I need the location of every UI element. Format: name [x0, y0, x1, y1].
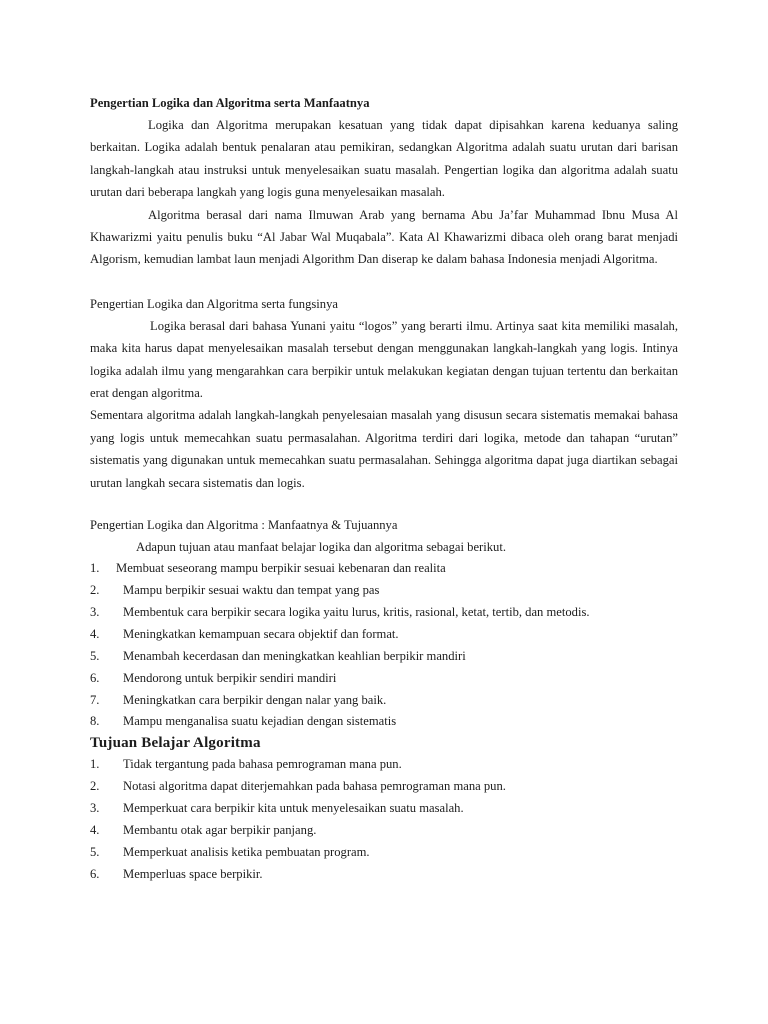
list-text: Notasi algoritma dapat diterjemahkan pada bahasa pemrograman mana pun. [123, 779, 506, 794]
list-number: 2. [90, 779, 100, 794]
list-number: 2. [90, 583, 100, 597]
list-item [90, 798, 678, 820]
manfaat-list [90, 558, 678, 733]
list-item [90, 646, 678, 668]
section-title-fungsi: Pengertian Logika dan Algoritma serta fungsinya [90, 296, 338, 311]
list-text: Meningkatkan cara berpikir dengan nalar yang baik. [123, 692, 387, 707]
section-title-manfaat: Pengertian Logika dan Algoritma serta Manfaatnya [90, 96, 370, 110]
list-text: Memperkuat analisis ketika pembuatan program. [123, 844, 370, 859]
tujuan-list [90, 754, 678, 885]
list-text: Memperluas space berpikir. [123, 866, 263, 881]
list-item [90, 602, 678, 624]
list-item [90, 690, 678, 712]
list-item [90, 754, 678, 776]
list-number: 5. [90, 844, 100, 859]
list-number: 3. [90, 801, 100, 816]
list-number: 1. [90, 757, 100, 772]
section-title-tujuan-algoritma: Tujuan Belajar Algoritma [90, 735, 261, 752]
list-text: Membantu otak agar berpikir panjang. [123, 823, 317, 838]
list-item [90, 842, 678, 864]
list-item [90, 776, 678, 798]
paragraph-algoritma-definisi: Sementara algoritma adalah langkah-langkah penyelesaian masalah yang disusun secara sistematis memakai bahasa yang logis untuk memecahkan suatu permasalahan. Algoritma terdiri dari logika, metode dan tahapan “urutan” sistematis yang digunakan untuk memecahkan suatu permasalahan. Sehingga algoritma dapat juga diartikan sebagai urutan langkah secara sistematis dan logis. [90, 408, 678, 490]
document-content [90, 92, 678, 886]
list-text: Memperkuat cara berpikir kita untuk menyelesaikan suatu masalah. [123, 801, 464, 816]
list-text: Mendorong untuk berpikir sendiri mandiri [123, 670, 337, 685]
list-text: Membentuk cara berpikir secara logika yaitu lurus, kritis, rasional, ketat, tertib, dan metodis. [123, 604, 590, 619]
list-number: 1. [90, 561, 100, 576]
list-text: Mampu menganalisa suatu kejadian dengan sistematis [123, 714, 397, 729]
list-text: Mampu berpikir sesuai waktu dan tempat yang pas [123, 583, 380, 597]
list-number: 3. [90, 604, 100, 619]
spacer [90, 271, 678, 293]
paragraph-logika-algoritma: Logika dan Algoritma merupakan kesatuan yang tidak dapat dipisahkan karena keduanya saling berkaitan. Logika adalah bentuk penalaran atau pemikiran, sedangkan Algoritma adalah suatu urutan dari barisan langkah-langkah atau instruksi untuk menyelesaikan suatu masalah. Pengertian logika dan algoritma adalah suatu urutan dari beberapa langkah yang logis guna menyelesaikan masalah. [90, 118, 678, 200]
paragraph-logika-definisi: Logika berasal dari bahasa Yunani yaitu “logos” yang berarti ilmu. Artinya saat kita memiliki masalah, maka kita harus dapat menyelesaikan masalah tersebut dengan menggunakan langkah-langkah yang logis. Intinya logika adalah ilmu yang mengarahkan cara berpikir untuk melakukan kegiatan dengan tujuan tertentu dan berkaitan erat dengan algoritma. [90, 318, 678, 401]
list-number: 4. [90, 626, 100, 641]
section-title-tujuan: Pengertian Logika dan Algoritma : Manfaatnya & Tujuannya [90, 518, 398, 533]
list-text: Tidak tergantung pada bahasa pemrograman mana pun. [123, 757, 402, 772]
list-item [90, 668, 678, 690]
list-item [90, 580, 678, 602]
list-item [90, 864, 678, 886]
spacer [90, 494, 678, 514]
list-number: 8. [90, 714, 100, 729]
list-number: 4. [90, 823, 100, 838]
list-number: 6. [90, 670, 100, 685]
list-number: 6. [90, 866, 100, 881]
list-text: Meningkatkan kemampuan secara objektif dan format. [123, 626, 399, 641]
paragraph-asal-algoritma: Algoritma berasal dari nama Ilmuwan Arab yang bernama Abu Ja’far Muhammad Ibnu Musa Al Khawarizmi yaitu penulis buku “Al Jabar Wal Muqabala”. Kata Al Khawarizmi dibaca oleh orang barat menjadi Algorism, kemudian lambat laun menjadi Algorithm Dan diserap ke dalam bahasa Indonesia menjadi Algoritma. [90, 207, 678, 267]
list-item [90, 558, 678, 580]
list-text: Membuat seseorang mampu berpikir sesuai kebenaran dan realita [116, 561, 446, 576]
list-number: 5. [90, 648, 100, 663]
list-intro: Adapun tujuan atau manfaat belajar logika dan algoritma sebagai berikut. [136, 540, 506, 555]
list-number: 7. [90, 692, 100, 707]
list-item [90, 711, 678, 733]
list-text: Menambah kecerdasan dan meningkatkan keahlian berpikir mandiri [123, 648, 466, 663]
list-item [90, 820, 678, 842]
list-item [90, 624, 678, 646]
